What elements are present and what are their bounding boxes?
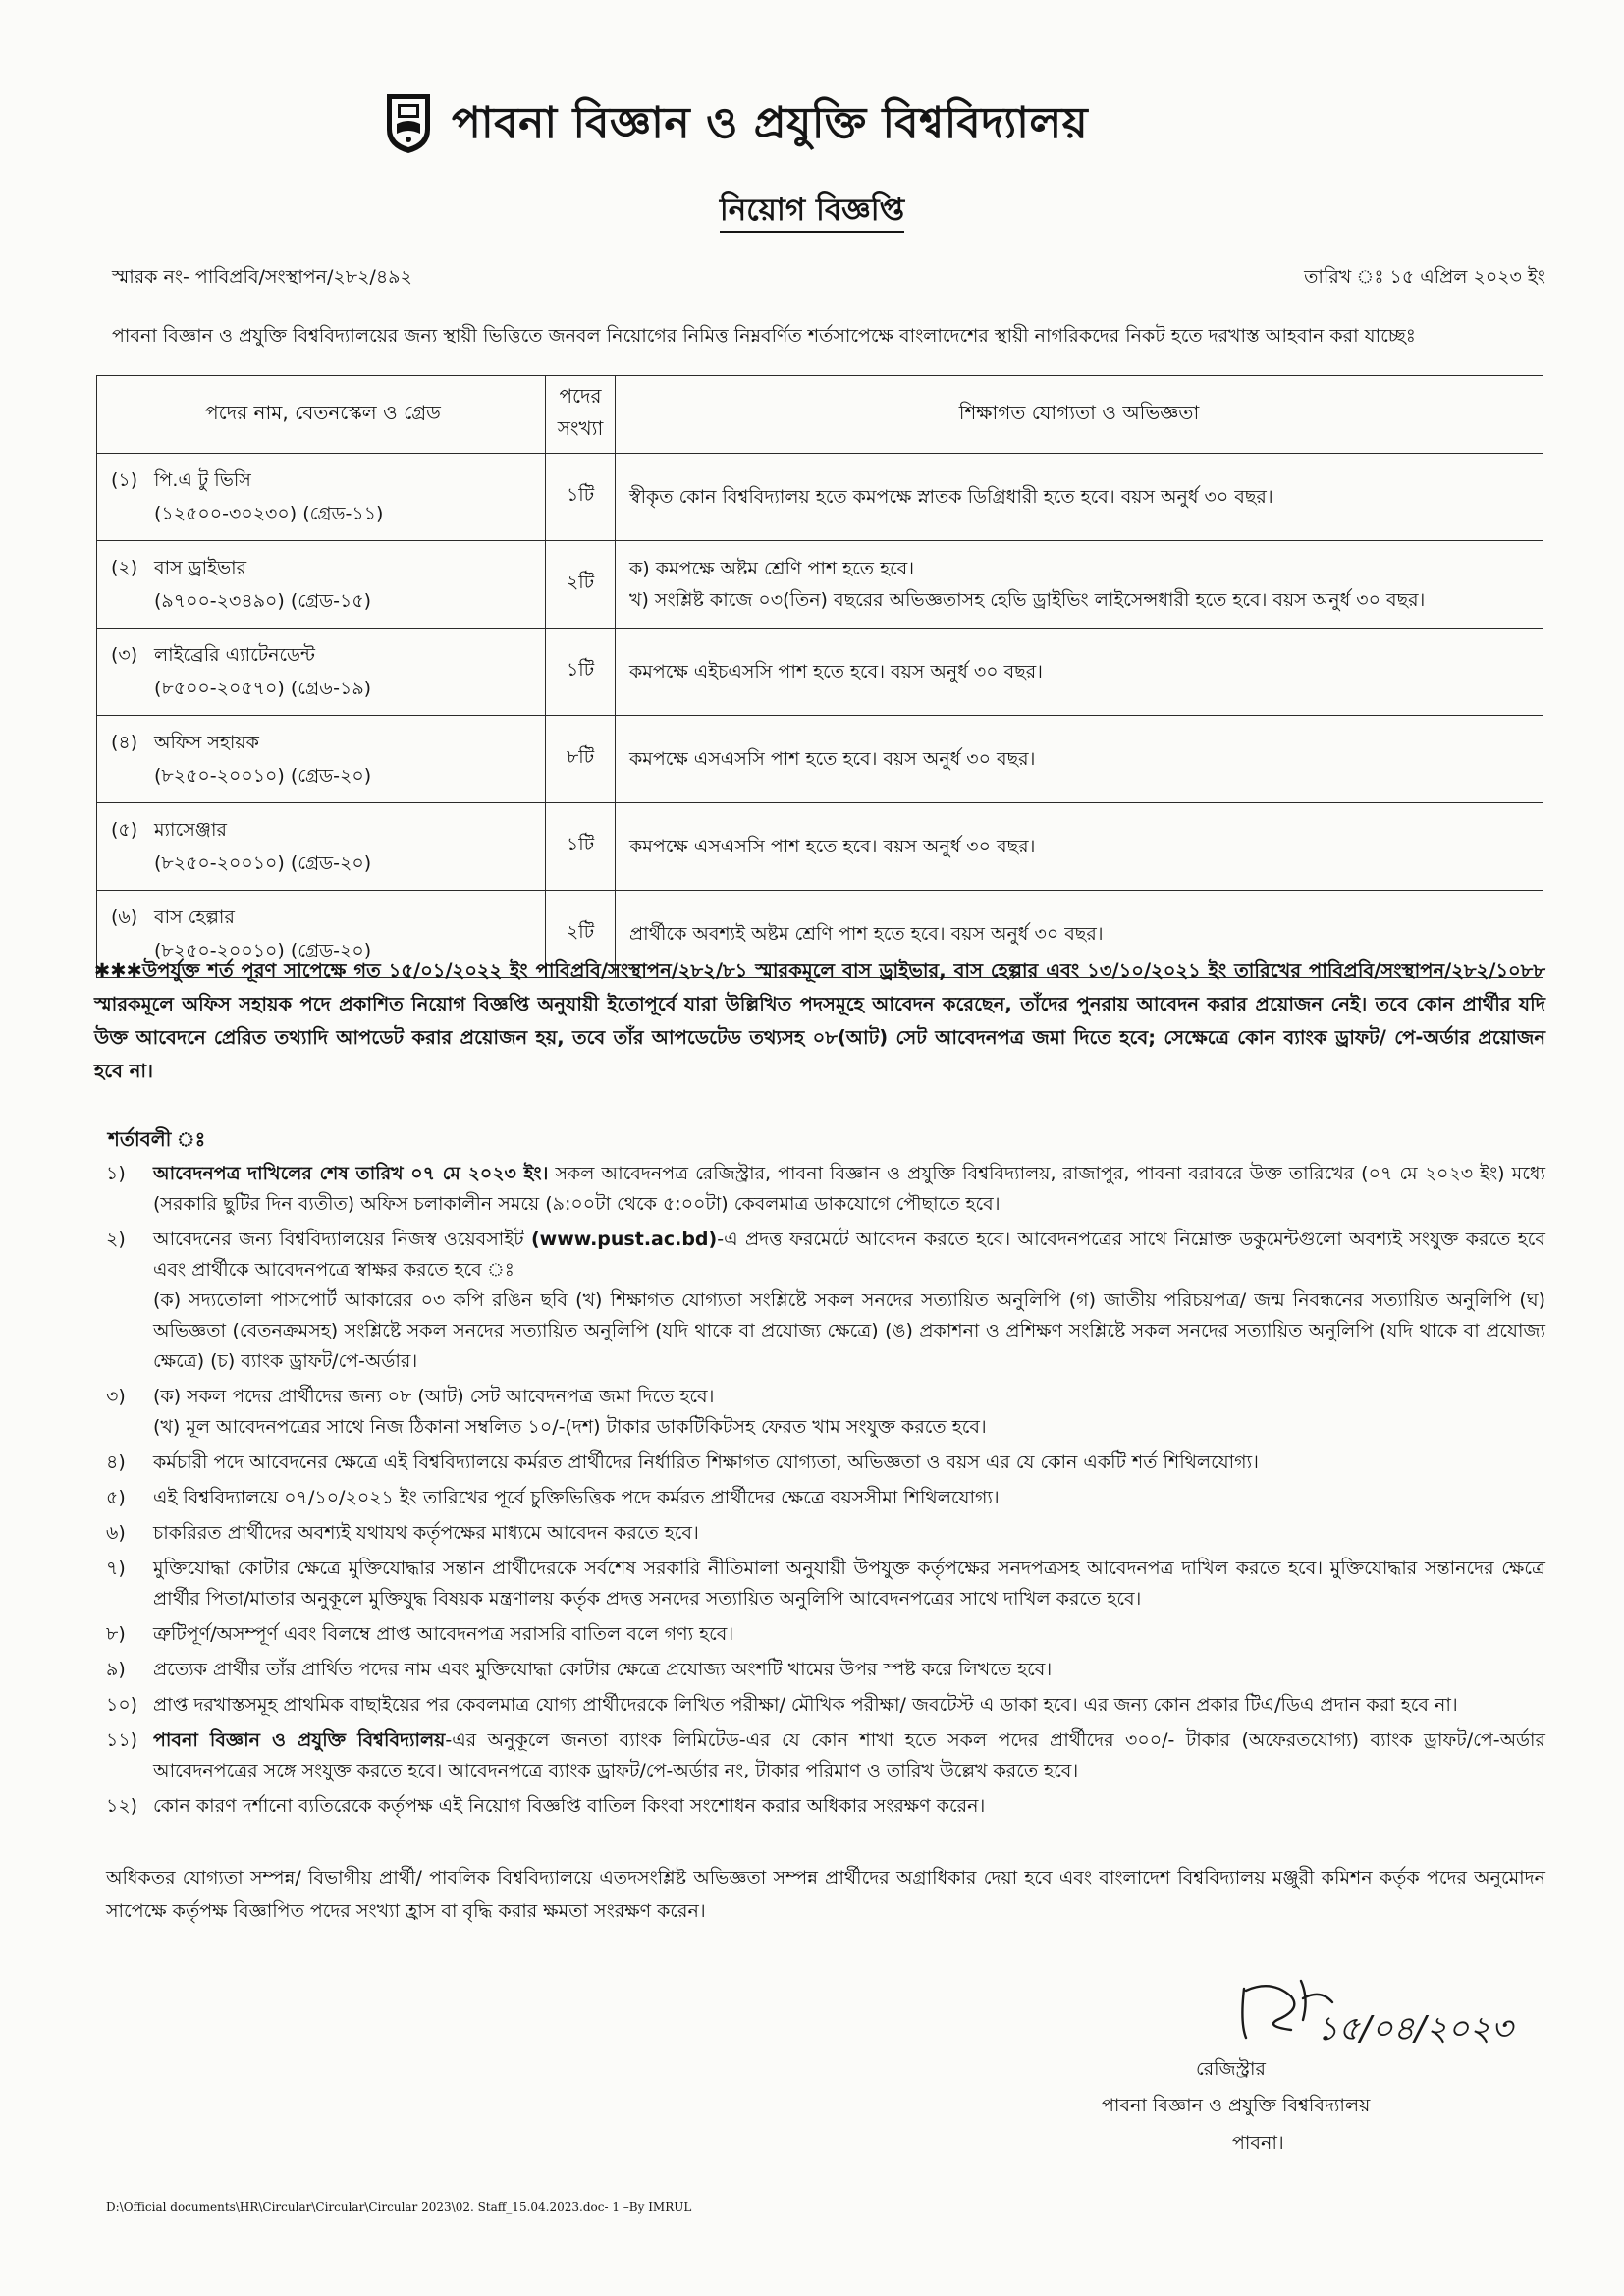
table-row xyxy=(97,716,1543,803)
post-title xyxy=(111,901,535,934)
header-qualification: শিক্ষাগত যোগ্যতা ও অভিজ্ঞতা xyxy=(616,376,1543,454)
reapplication-note: ✱✱✱উপর্যুক্ত শর্ত পূরণ সাপেক্ষে গত ১৫/০১/২০২২ ইং পাবিপ্রবি/সংস্থাপন/২৮২/৮১ স্মারকমূলে বাস ড্রাইভার, বাস হেল্পার এবং ১৩/১০/২০২১ ইং তারিখের পাবিপ্রবি/সংস্থাপন/২৮২/১০৮৮ স্মারকমূলে অফিস সহায়ক পদে প্রকাশিত নিয়োগ বিজ্ঞপ্তি অনুযায়ী ইতোপূর্বে যারা উল্লিখিত পদসমূহে আবেদন করেছেন, তাঁদের পুনরায় আবেদন করার প্রয়োজন নেই। তবে কোন প্রার্থীর যদি উক্ত আবেদনে প্রেরিত তথ্যাদি আপডেট করার প্রয়োজন হয়, তবে তাঁর আপডেটেড তথ্যসহ ০৮(আট) সেট আবেদনপত্র জমা দিতে হবে; সেক্ষেত্রে কোন ব্যাংক ড্রাফট/ পে-অর্ডার প্রয়োজন হবে না। xyxy=(94,959,1545,1082)
qualification-line: কমপক্ষে এইচএসসি পাশ হতে হবে। বয়স অনুর্ধ ৩০ বছর। xyxy=(629,661,1043,683)
post-name-cell xyxy=(97,716,546,803)
post-name: লাইব্রেরি এ্যাটেনডেন্ট xyxy=(154,644,315,666)
post-count: ১টি xyxy=(546,629,616,716)
table-row xyxy=(97,454,1543,541)
table-row xyxy=(97,629,1543,716)
condition-number: ১২) xyxy=(106,1795,138,1817)
post-number: (৫) xyxy=(111,819,138,841)
post-number: (১) xyxy=(111,469,138,491)
condition-text: আবেদনের জন্য বিশ্ববিদ্যালয়ের নিজস্ব ওয়েবসাইট xyxy=(153,1229,531,1250)
condition-item xyxy=(106,1655,1545,1685)
condition-text: প্রাপ্ত দরখাস্তসমূহ প্রাথমিক বাছাইয়ের পর কেবলমাত্র যোগ্য প্রার্থীদেরকে লিখিত পরীক্ষা/ মৌখিক পরীক্ষা/ জবটেস্ট এ ডাকা হবে। এর জন্য কোন প্রকার টিএ/ডিএ প্রদান করা হবে না। xyxy=(153,1694,1458,1716)
condition-text: কোন কারণ দর্শানো ব্যতিরেকে কর্তৃপক্ষ এই নিয়োগ বিজ্ঞপ্তি বাতিল কিংবা সংশোধন করার অধিকার সংরক্ষণ করেন। xyxy=(153,1795,986,1817)
post-scale: (৮২৫০-২০০১০) (গ্রেড-২০) xyxy=(154,940,372,961)
condition-number: ৬) xyxy=(106,1522,126,1544)
table-header-row xyxy=(97,376,1543,454)
condition-payee: পাবনা বিজ্ঞান ও প্রযুক্তি বিশ্ববিদ্যালয় xyxy=(153,1729,446,1751)
post-name: পি.এ টু ভিসি xyxy=(154,469,251,491)
post-qualification xyxy=(616,716,1543,803)
post-scale: (৮৫০০-২০৫৭০) (গ্রেড-১৯) xyxy=(154,678,372,699)
post-count: ৮টি xyxy=(546,716,616,803)
condition-deadline: আবেদনপত্র দাখিলের শেষ তারিখ ০৭ মে ২০২৩ ইং। xyxy=(153,1163,549,1184)
post-name: বাস ড্রাইভার xyxy=(154,557,247,578)
post-scale: (১২৫০০-৩০২৩০) (গ্রেড-১১) xyxy=(154,503,384,524)
condition-number: ২) xyxy=(106,1229,126,1250)
condition-text: প্রত্যেক প্রার্থীর তাঁর প্রার্থিত পদের নাম এবং মুক্তিযোদ্ধা কোটার ক্ষেত্রে প্রযোজ্য অংশটি খামের উপর স্পষ্ট করে লিখতে হবে। xyxy=(153,1659,1053,1680)
condition-item xyxy=(106,1518,1545,1549)
conditions-title: শর্তাবলী ঃ xyxy=(108,1127,206,1151)
condition-number: ৫) xyxy=(106,1487,126,1508)
condition-text: ত্রুটিপূর্ণ/অসম্পূর্ণ এবং বিলম্বে প্রাপ্ত আবেদনপত্র সরাসরি বাতিল বলে গণ্য হবে। xyxy=(153,1623,734,1645)
header-post-count-line2: সংখ্যা xyxy=(557,416,604,440)
post-title xyxy=(111,638,535,672)
conditions-list xyxy=(106,1159,1545,1827)
post-title xyxy=(111,813,535,847)
posts-table-body xyxy=(97,454,1543,978)
post-scale: (৮২৫০-২০০১০) (গ্রেড-২০) xyxy=(154,852,372,874)
post-qualification xyxy=(616,629,1543,716)
condition-text: সকল আবেদনপত্র রেজিস্ট্রার, পাবনা বিজ্ঞান ও প্রযুক্তি বিশ্ববিদ্যালয়, রাজাপুর, পাবনা বরাবরে উক্ত তারিখের (০৭ মে ২০২৩ ইং) মধ্যে (সরকারি ছুটির দিন ব্যতীত) অফিস চলাকালীন সময়ে (৯:০০টা থেকে ৫:০০টা) কেবলমাত্র ডাকযোগে পৌছাতে হবে। xyxy=(153,1163,1545,1215)
table-row xyxy=(97,803,1543,891)
condition-item xyxy=(106,1725,1545,1786)
post-name: বাস হেল্পার xyxy=(154,906,235,928)
condition-text: -এ প্রদত্ত ফরমেটে আবেদন করতে হবে। আবেদনপত্রের সাথে নিম্নোক্ত ডকুমেন্টগুলো অবশ্যই সংযুক্ত করতে হবে এবং প্রার্থীকে আবেদনপত্রে স্বাক্ষর করতে হবে ঃ xyxy=(153,1229,1545,1281)
page-title-text: নিয়োগ বিজ্ঞপ্তি xyxy=(720,192,904,233)
condition-item xyxy=(106,1791,1545,1822)
condition-item xyxy=(106,1225,1545,1377)
condition-item xyxy=(106,1619,1545,1650)
post-name-cell xyxy=(97,454,546,541)
condition-subline: (খ) মূল আবেদনপত্রের সাথে নিজ ঠিকানা সম্বলিত ১০/-(দশ) টাকার ডাকটিকিটসহ ফেরত খাম সংযুক্ত করতে হবে। xyxy=(153,1416,987,1438)
post-qualification xyxy=(616,541,1543,629)
file-path-footer: D:\Official documents\HR\Circular\Circular\Circular 2023\02. Staff_15.04.2023.doc- 1 –By IMRUL xyxy=(106,2200,692,2214)
post-name-cell xyxy=(97,541,546,629)
memo-number: স্মারক নং- পাবিপ্রবি/সংস্থাপন/২৮২/৪৯২ xyxy=(112,266,412,288)
condition-text: মুক্তিযোদ্ধা কোটার ক্ষেত্রে মুক্তিযোদ্ধার সন্তান প্রার্থীদেরকে সর্বশেষ সরকারি নীতিমালা অনুযায়ী উপযুক্ত কর্তৃপক্ষের সনদপত্রসহ আবেদনপত্র দাখিল করতে হবে। মুক্তিযোদ্ধার সন্তানদের ক্ষেত্রে প্রার্থীর পিতা/মাতার অনুকূলে মুক্তিযুদ্ধ বিষয়ক মন্ত্রণালয় কর্তৃক প্রদত্ত সনদের সত্যায়িত অনুলিপি আবেদনপত্রের সাথে দাখিল করতে হবে। xyxy=(153,1558,1545,1610)
post-name-cell xyxy=(97,629,546,716)
condition-text: -এর অনুকূলে জনতা ব্যাংক লিমিটেড-এর যে কোন শাখা হতে সকল পদের প্রার্থীদের ৩০০/- টাকার (অফেরতযোগ্য) ব্যাংক ড্রাফট/পে-অর্ডার আবেদনপত্রের সঙ্গে সংযুক্ত করতে হবে। আবেদনপত্রে ব্যাংক ড্রাফট/পে-অর্ডার নং, টাকার পরিমাণ ও তারিখ উল্লেখ করতে হবে। xyxy=(153,1729,1546,1781)
condition-item xyxy=(106,1159,1545,1220)
post-scale: (৯৭০০-২৩৪৯০) (গ্রেড-১৫) xyxy=(154,590,372,612)
condition-item xyxy=(106,1448,1545,1478)
signatory-university: পাবনা বিজ্ঞান ও প্রযুক্তি বিশ্ববিদ্যালয় xyxy=(1102,2095,1371,2116)
qualification-line: প্রার্থীকে অবশ্যই অষ্টম শ্রেণি পাশ হতে হবে। বয়স অনুর্ধ ৩০ বছর। xyxy=(629,923,1104,945)
condition-text: এই বিশ্ববিদ্যালয়ে ০৭/১০/২০২১ ইং তারিখের পূর্বে চুক্তিভিত্তিক পদে কর্মরত প্রার্থীদের ক্ষেত্রে বয়সসীমা শিথিলযোগ্য। xyxy=(153,1487,1000,1508)
qualification-line: ক) কমপক্ষে অষ্টম শ্রেণি পাশ হতে হবে। xyxy=(629,558,915,579)
letterhead xyxy=(0,84,1624,163)
condition-item xyxy=(106,1483,1545,1513)
handwritten-signature xyxy=(1232,1969,1527,2062)
post-name-cell xyxy=(97,803,546,891)
header-post-name: পদের নাম, বেতনস্কেল ও গ্রেড xyxy=(97,376,546,454)
post-number: (৬) xyxy=(111,906,138,928)
qualification-line: কমপক্ষে এসএসসি পাশ হতে হবে। বয়স অনুর্ধ ৩০ বছর। xyxy=(629,748,1036,770)
qualification-line: কমপক্ষে এসএসসি পাশ হতে হবে। বয়স অনুর্ধ ৩০ বছর। xyxy=(629,836,1036,857)
post-count: ১টি xyxy=(546,454,616,541)
post-number: (৩) xyxy=(111,644,138,666)
condition-number: ৯) xyxy=(106,1659,126,1680)
condition-number: ১০) xyxy=(106,1694,138,1716)
post-title xyxy=(111,726,535,759)
condition-text: কর্মচারী পদে আবেদনের ক্ষেত্রে এই বিশ্ববিদ্যালয়ে কর্মরত প্রার্থীদের নির্ধারিত শিক্ষাগত যোগ্যতা, অভিজ্ঞতা ও বয়স এর যে কোন একটি শর্ত শিথিলযোগ্য। xyxy=(153,1451,1259,1473)
condition-number: ৮) xyxy=(106,1623,126,1645)
condition-number: ৭) xyxy=(106,1558,126,1579)
post-count: ১টি xyxy=(546,803,616,891)
qualification-line: খ) সংশ্লিষ্ট কাজে ০৩(তিন) বছরের অভিজ্ঞতাসহ হেভি ড্রাইভিং লাইসেন্সধারী হতে হবে। বয়স অনুর্ধ ৩০ বছর। xyxy=(629,589,1426,611)
issue-date: তারিখ ঃ ১৫ এপ্রিল ২০২৩ ইং xyxy=(1304,266,1545,288)
website-link[interactable]: (www.pust.ac.bd) xyxy=(530,1229,718,1250)
post-qualification xyxy=(616,454,1543,541)
post-number: (৪) xyxy=(111,732,138,753)
posts-table xyxy=(96,375,1543,978)
condition-item xyxy=(106,1382,1545,1443)
condition-item xyxy=(106,1554,1545,1614)
condition-number: ৪) xyxy=(106,1451,126,1473)
post-count: ২টি xyxy=(546,541,616,629)
qualification-line: স্বীকৃত কোন বিশ্ববিদ্যালয় হতে কমপক্ষে স্নাতক ডিগ্রিধারী হতে হবে। বয়স অনুর্ধ ৩০ বছর। xyxy=(629,486,1273,508)
closing-paragraph: অধিকতর যোগ্যতা সম্পন্ন/ বিভাগীয় প্রার্থী/ পাবলিক বিশ্ববিদ্যালয়ে এতদসংশ্লিষ্ট অভিজ্ঞতা সম্পন্ন প্রার্থীদের অগ্রাধিকার দেয়া হবে এবং বাংলাদেশ বিশ্ববিদ্যালয় মঞ্জুরী কমিশন কর্তৃক পদের অনুমোদন সাপেক্ষে কর্তৃপক্ষ বিজ্ঞাপিত পদের সংখ্যা হ্রাস বা বৃদ্ধি করার ক্ষমতা সংরক্ষণ করেন। xyxy=(106,1867,1545,1922)
page-title xyxy=(0,187,1624,238)
condition-item xyxy=(106,1690,1545,1721)
intro-paragraph: পাবনা বিজ্ঞান ও প্রযুক্তি বিশ্ববিদ্যালয়ের জন্য স্থায়ী ভিত্তিতে জনবল নিয়োগের নিমিত্ত নিম্নবর্ণিত শর্তসাপেক্ষে বাংলাদেশের স্থায়ী নাগরিকদের নিকট হতে দরখাস্ত আহবান করা যাচ্ছেঃ xyxy=(112,325,1416,347)
post-number: (২) xyxy=(111,557,138,578)
condition-text: চাকরিরত প্রার্থীদের অবশ্যই যথাযথ কর্তৃপক্ষের মাধ্যমে আবেদন করতে হবে। xyxy=(153,1522,699,1544)
header-post-count-line1: পদের xyxy=(559,384,602,408)
required-documents: (ক) সদ্যতোলা পাসপোর্ট আকারের ০৩ কপি রঙিন ছবি (খ) শিক্ষাগত যোগ্যতা সংশ্লিষ্টে সকল সনদের সত্যায়িত অনুলিপি (গ) জাতীয় পরিচয়পত্র/ জন্ম নিবন্ধনের সত্যায়িত অনুলিপি (ঘ) অভিজ্ঞতা (বেতনক্রমসহ) সংশ্লিষ্টে সকল সনদের সত্যায়িত অনুলিপি (যদি থাকে বা প্রযোজ্য ক্ষেত্রে) (ঙ) প্রকাশনা ও প্রশিক্ষণ সংশ্লিষ্টে সকল সনদের সত্যায়িত অনুলিপি (যদি থাকে বা প্রযোজ্য ক্ষেত্রে) (চ) ব্যাংক ড্রাফট/পে-অর্ডার। xyxy=(153,1289,1545,1372)
post-name: অফিস সহায়ক xyxy=(154,732,259,753)
signatory-place: পাবনা। xyxy=(1232,2132,1284,2154)
post-title xyxy=(111,464,535,497)
signatory-title: রেজিস্ট্রার xyxy=(1196,2058,1266,2080)
condition-subline: (ক) সকল পদের প্রার্থীদের জন্য ০৮ (আট) সেট আবেদনপত্র জমা দিতে হবে। xyxy=(153,1386,715,1407)
university-logo-icon xyxy=(383,90,434,155)
table-row xyxy=(97,541,1543,629)
university-name: পাবনা বিজ্ঞান ও প্রযুক্তি বিশ্ববিদ্যালয় xyxy=(452,98,1089,148)
post-title xyxy=(111,551,535,584)
post-name: ম্যাসেঞ্জার xyxy=(154,819,227,841)
signature-date: ১৫/০৪/২০২৩ xyxy=(1317,2009,1513,2049)
header-post-count xyxy=(546,376,616,454)
condition-number: ১১) xyxy=(106,1729,138,1751)
condition-number: ৩) xyxy=(106,1386,126,1407)
post-scale: (৮২৫০-২০০১০) (গ্রেড-২০) xyxy=(154,765,372,787)
condition-number: ১) xyxy=(106,1163,126,1184)
post-count: ২টি xyxy=(546,891,616,978)
post-qualification xyxy=(616,803,1543,891)
